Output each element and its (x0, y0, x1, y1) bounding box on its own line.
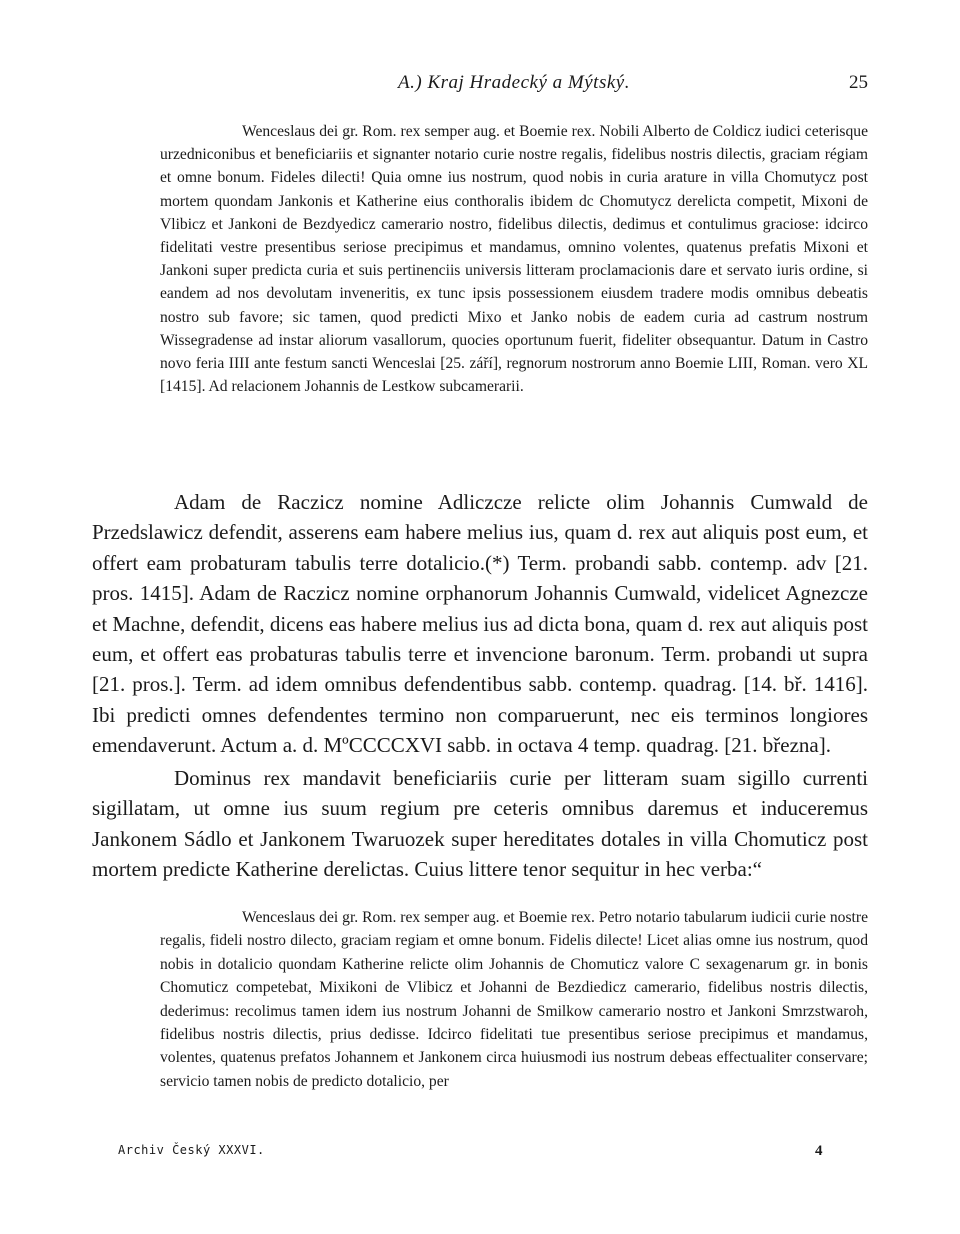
page-number: 25 (849, 72, 868, 93)
entry-text-2: Dominus rex mandavit beneficiariis curie per litteram suam sigillo currenti sigillatam, ut omne ius suum regium pre ceteris omnibus daremus et induceremus Jankonem Sádlo et Jankonem Twaruozek super hereditates dotales in villa Chomuticz post mortem predicte Katherine derelictas. Cuius littere tenor sequitur in hec verba:“ (92, 766, 868, 882)
entry-paragraph-2 (92, 763, 868, 885)
letter-text-2: Wenceslaus dei gr. Rom. rex semper aug. et Boemie rex. Petro notario tabularum iudicii curie nostre regalis, fideli nostro dilecto, graciam regiam et omne bonum. Fidelis dilecte! Licet alias omne ius nostrum, quod nobis in dotalicio quondam Katherine relicte olim Johannis de Chomuticz valore C sexagenarum gr. in bonis Chomuticz competebat, Mixikoni de Vlibicz et Johanni de Bezdiedicz camerario, fidelibus nostris dilectis, dederimus: recolimus tamen idem ius nostrum Johanni de Smilkow camerario nostro et Jankoni Smrzstwaroh, fidelibus nostris dilectis, prius dedisse. Idcirco fidelitati tue presentibus seriose precipimus et mandamus, volentes, quatenus prefatos Johannem et Jankonem circa huiusmodi ius nostrum debeas effectualiter conservare; servicio tamen nobis de predicto dotalicio, per (160, 909, 868, 1090)
letter-text-1: Wenceslaus dei gr. Rom. rex semper aug. et Boemie rex. Nobili Alberto de Coldicz iudici ceterisque urzedniconibus et beneficiariis et signanter notario curie nostre regalis, fidelibus nostris dilectis, graciam régiam et omne bonum. Fideles dilecti! Quia omne ius nostrum, quod nobis in curia arature in villa Chomutycz post mortem quondam Jankonis et Katherine eius conthoralis ibidem dc Chomutycz derelicta competit, Mixoni de Vlibicz et Jankoni de Bezdyedicz camerario nostro, fidelibus dilectis, dedimus et contulimus graciose: idcirco fidelitati vestre presentibus seriose precipimus et mandamus, omnino volentes, quatenus prefatis Mixoni et Jankoni super predicta curia et suis pertinenciis universis litteram proclamacionis dare et servato iuris ordine, si eandem ad nos devolutam inveneritis, ex tunc ipsis possessionem eiusdem tradere modis omnibus debeatis nostro sub favore; sic tamen, quod predicti Mixo et Janko nobis de eadem curia ad castrum nostrum Wissegradense ad instar aliorum vasallorum, quocies oportunum fuerit, fideliter obsequantur. Datum in Castro novo feria IIII ante festum sancti Wenceslai [25. září], regnorum nostrorum anno Boemie LIII, Roman. vero XL [1415]. Ad relacionem Johannis de Lestkow subcamerarii. (160, 123, 868, 396)
letter-block-2 (160, 906, 868, 1093)
footer-sheet-number: 4 (815, 1143, 823, 1159)
letter-block-1 (160, 120, 868, 398)
entry-paragraph-1 (92, 487, 868, 761)
entry-text-1: Adam de Raczicz nomine Adliczcze relicte olim Johannis Cumwald de Przedslawicz defendit, asserens eam habere melius ius, quam d. rex aut aliquis post eum, et offert eam probaturam tabulis terre dotalicio.(*) Term. probandi sabb. contemp. adv [21. pros. 1415]. Adam de Raczicz nomine orphanorum Johannis Cumwald, videlicet Agnezcze et Machne, defendit, dicens eas habere melius ius ad dicta bona, quam d. rex aut aliquis post eum, et offert eas probaturas tabulis terre et invencione baronum. Term. probandi ut supra [21. pros.]. Term. ad idem omnibus defendentibus sabb. contemp. quadrag. [14. bř. 1416]. Ibi predicti omnes defendentes termino non comparuerunt, nec eis terminos longiores emendaverunt. Actum a. d. MºCCCCXVI sabb. in octava 4 temp. quadrag. [21. března]. (92, 490, 868, 758)
running-title: A.) Kraj Hradecký a Mýtský. (398, 72, 630, 93)
footer-signature: Archiv Český XXXVI. (118, 1143, 265, 1157)
running-head (160, 72, 868, 102)
